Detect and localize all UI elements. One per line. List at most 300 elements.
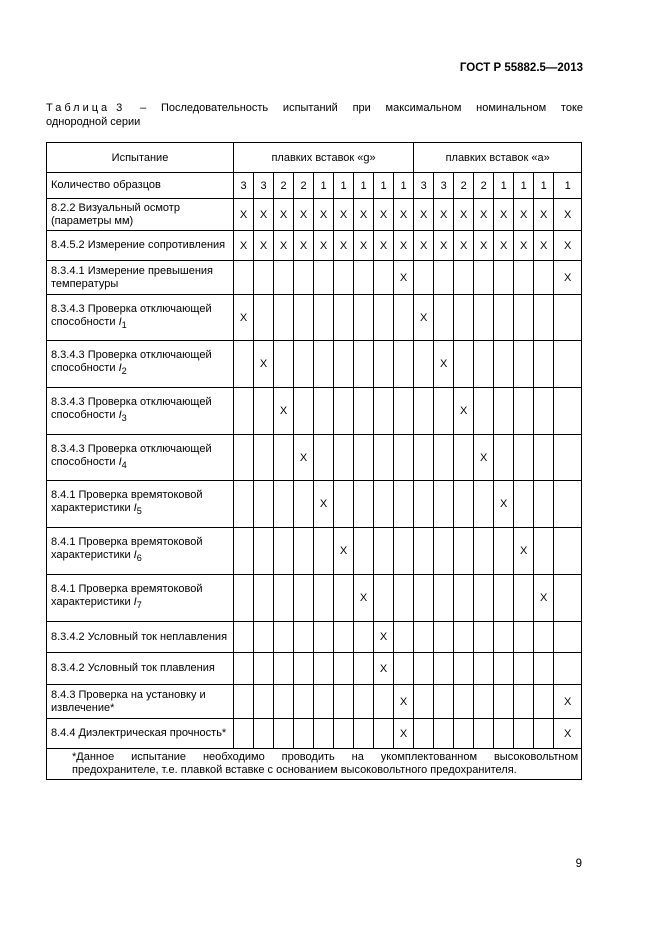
test-mark-cell [554, 528, 582, 575]
current-symbol: I [118, 409, 122, 422]
test-mark-cell [514, 575, 534, 622]
sample-count-cell: 1 [514, 173, 534, 199]
test-mark-cell [374, 341, 394, 388]
test-mark-cell [494, 388, 514, 435]
test-mark-cell: X [554, 199, 582, 231]
test-name-cell [47, 173, 234, 199]
sample-count-cell: 3 [254, 173, 274, 199]
test-mark-cell: X [454, 388, 474, 435]
table-row [47, 653, 582, 685]
test-mark-cell: X [394, 685, 414, 719]
table-caption [46, 101, 583, 129]
test-mark-cell: X [374, 653, 394, 685]
test-mark-cell [234, 622, 254, 653]
test-mark-cell [314, 261, 334, 295]
test-mark-cell [374, 481, 394, 528]
test-mark-cell: X [314, 481, 334, 528]
test-mark-cell [234, 481, 254, 528]
test-mark-cell [314, 575, 334, 622]
test-mark-cell [314, 388, 334, 435]
sample-count-cell: 1 [354, 173, 374, 199]
test-mark-cell [474, 653, 494, 685]
test-mark-cell [294, 388, 314, 435]
caption-word: номинальном [476, 102, 547, 114]
test-mark-cell [414, 341, 434, 388]
table-row [47, 575, 582, 622]
test-mark-cell [534, 528, 554, 575]
test-mark-cell: X [394, 231, 414, 261]
test-mark-cell [254, 528, 274, 575]
test-mark-cell [534, 622, 554, 653]
test-mark-cell: X [454, 199, 474, 231]
sample-count-cell: 1 [334, 173, 354, 199]
test-mark-cell [294, 685, 314, 719]
test-mark-cell [394, 622, 414, 653]
test-name-cell [47, 685, 234, 719]
test-mark-cell: X [374, 199, 394, 231]
test-mark-cell [414, 261, 434, 295]
test-mark-cell [494, 435, 514, 481]
test-mark-cell [434, 575, 454, 622]
table-row [47, 295, 582, 341]
sample-count-cell: 2 [454, 173, 474, 199]
test-mark-cell: X [314, 231, 334, 261]
test-mark-cell [294, 653, 314, 685]
test-mark-cell [254, 435, 274, 481]
sample-count-cell: 1 [554, 173, 582, 199]
footnote-row [47, 749, 582, 780]
test-mark-cell: X [354, 199, 374, 231]
sample-count-cell: 1 [534, 173, 554, 199]
test-mark-cell [394, 528, 414, 575]
test-mark-cell [254, 261, 274, 295]
test-mark-cell [314, 295, 334, 341]
test-mark-cell [534, 653, 554, 685]
test-mark-cell [414, 622, 434, 653]
test-mark-cell: X [494, 199, 514, 231]
test-mark-cell [234, 341, 254, 388]
test-mark-cell [294, 295, 314, 341]
test-mark-cell [274, 435, 294, 481]
test-mark-cell: X [554, 685, 582, 719]
test-mark-cell [494, 719, 514, 749]
test-mark-cell [474, 575, 494, 622]
test-mark-cell: X [474, 231, 494, 261]
test-mark-cell [494, 685, 514, 719]
test-mark-cell [394, 341, 414, 388]
test-mark-cell: X [314, 199, 334, 231]
test-mark-cell [394, 295, 414, 341]
test-mark-cell [454, 528, 474, 575]
test-mark-cell [254, 719, 274, 749]
test-name: 8.4.5.2 Измерение сопротивления [51, 239, 226, 251]
test-mark-cell [474, 388, 494, 435]
test-name: 8.3.4.3 Проверка отключающей способности [51, 442, 212, 468]
test-mark-cell [434, 719, 454, 749]
test-mark-cell [494, 528, 514, 575]
test-mark-cell: X [254, 341, 274, 388]
test-mark-cell [294, 341, 314, 388]
test-mark-cell [274, 575, 294, 622]
test-mark-cell [314, 685, 334, 719]
test-mark-cell [454, 341, 474, 388]
test-mark-cell [414, 528, 434, 575]
test-mark-cell: X [254, 199, 274, 231]
test-mark-cell [394, 435, 414, 481]
test-mark-cell [434, 388, 454, 435]
test-mark-cell [494, 622, 514, 653]
test-mark-cell [534, 341, 554, 388]
test-mark-cell [374, 685, 394, 719]
test-mark-cell [514, 435, 534, 481]
test-mark-cell: X [334, 199, 354, 231]
test-mark-cell [554, 481, 582, 528]
test-mark-cell [474, 685, 494, 719]
test-mark-cell [514, 261, 534, 295]
test-mark-cell [514, 685, 534, 719]
table-row [47, 173, 582, 199]
sample-count-cell: 2 [294, 173, 314, 199]
test-mark-cell [334, 622, 354, 653]
table-row [47, 528, 582, 575]
test-mark-cell [294, 261, 314, 295]
test-mark-cell [274, 685, 294, 719]
test-mark-cell [254, 622, 274, 653]
test-mark-cell [294, 719, 314, 749]
test-mark-cell [234, 435, 254, 481]
test-mark-cell [554, 653, 582, 685]
test-mark-cell [334, 388, 354, 435]
test-mark-cell: X [474, 435, 494, 481]
test-mark-cell [454, 261, 474, 295]
test-mark-cell [394, 653, 414, 685]
caption-word: максимальном [385, 102, 462, 114]
test-mark-cell [334, 481, 354, 528]
test-mark-cell [414, 435, 434, 481]
test-name: 8.4.1 Проверка времятоковой характеристики [51, 583, 203, 609]
test-mark-cell [494, 295, 514, 341]
group-header-g: плавких вставок «g» [234, 143, 414, 173]
test-mark-cell: X [494, 481, 514, 528]
test-mark-cell [494, 261, 514, 295]
test-mark-cell [434, 481, 454, 528]
test-name-cell [47, 231, 234, 261]
test-mark-cell [334, 435, 354, 481]
test-mark-cell: X [514, 528, 534, 575]
test-mark-cell [434, 435, 454, 481]
table-row [47, 685, 582, 719]
test-name-cell [47, 575, 234, 622]
test-name: 8.3.4.3 Проверка отключающей способности [51, 396, 212, 422]
test-mark-cell [254, 575, 274, 622]
test-mark-cell [474, 622, 494, 653]
test-mark-cell [274, 295, 294, 341]
test-mark-cell [374, 261, 394, 295]
test-mark-cell [554, 622, 582, 653]
test-mark-cell [354, 341, 374, 388]
test-mark-cell [414, 653, 434, 685]
test-mark-cell [454, 685, 474, 719]
group-header-a: плавких вставок «a» [414, 143, 582, 173]
test-mark-cell [474, 719, 494, 749]
test-mark-cell [474, 261, 494, 295]
test-name: 8.3.4.2 Условный ток плавления [51, 662, 215, 674]
test-mark-cell [354, 653, 374, 685]
sample-count-cell: 1 [374, 173, 394, 199]
caption-word: испытаний [282, 102, 338, 114]
test-mark-cell [454, 622, 474, 653]
test-mark-cell [374, 388, 394, 435]
test-mark-cell [514, 481, 534, 528]
test-mark-cell [254, 295, 274, 341]
test-mark-cell: X [394, 719, 414, 749]
test-mark-cell [334, 653, 354, 685]
test-name-cell [47, 435, 234, 481]
test-mark-cell [534, 481, 554, 528]
test-name-cell [47, 719, 234, 749]
current-symbol: I [118, 315, 122, 328]
test-mark-cell: X [534, 199, 554, 231]
test-mark-cell: X [454, 231, 474, 261]
test-mark-cell: X [534, 575, 554, 622]
test-mark-cell [514, 341, 534, 388]
table-row [47, 435, 582, 481]
test-name-cell [47, 295, 234, 341]
test-mark-cell [514, 295, 534, 341]
test-mark-cell [294, 481, 314, 528]
table-header-row [47, 143, 582, 173]
test-mark-cell [454, 295, 474, 341]
test-mark-cell [354, 295, 374, 341]
test-name: 8.4.4 Диэлектрическая прочность* [51, 727, 227, 739]
test-mark-cell [454, 435, 474, 481]
test-name-cell [47, 653, 234, 685]
test-mark-cell [394, 388, 414, 435]
test-mark-cell [534, 295, 554, 341]
test-mark-cell [374, 295, 394, 341]
test-name: 8.4.1 Проверка времятоковой характеристики [51, 489, 203, 515]
test-name-cell [47, 388, 234, 435]
current-symbol: I [118, 362, 122, 375]
table-row [47, 261, 582, 295]
test-mark-cell [314, 528, 334, 575]
sample-count-cell: 2 [274, 173, 294, 199]
current-symbol: I [133, 502, 137, 515]
test-mark-cell [234, 719, 254, 749]
current-symbol: I [133, 596, 137, 609]
test-mark-cell [554, 341, 582, 388]
test-mark-cell [334, 685, 354, 719]
test-mark-cell [334, 261, 354, 295]
test-mark-cell: X [554, 231, 582, 261]
test-mark-cell: X [374, 622, 394, 653]
test-mark-cell [274, 653, 294, 685]
test-mark-cell [414, 388, 434, 435]
test-mark-cell: X [514, 199, 534, 231]
test-mark-cell: X [414, 199, 434, 231]
test-mark-cell [434, 261, 454, 295]
caption-word: Последовательность [160, 102, 269, 114]
test-mark-cell: X [274, 388, 294, 435]
test-mark-cell [314, 653, 334, 685]
test-mark-cell: X [254, 231, 274, 261]
test-mark-cell [294, 528, 314, 575]
test-mark-cell [514, 388, 534, 435]
test-mark-cell [454, 719, 474, 749]
test-mark-cell [354, 261, 374, 295]
test-name-cell [47, 261, 234, 295]
test-mark-cell [374, 575, 394, 622]
test-mark-cell: X [414, 295, 434, 341]
test-mark-cell [314, 719, 334, 749]
sample-count-cell: 1 [494, 173, 514, 199]
test-mark-cell: X [234, 199, 254, 231]
test-mark-cell [334, 341, 354, 388]
test-mark-cell: X [394, 199, 414, 231]
table-row [47, 388, 582, 435]
test-mark-cell [414, 719, 434, 749]
test-mark-cell: X [274, 199, 294, 231]
test-name: 8.4.1 Проверка времятоковой характеристики [51, 536, 203, 562]
table-row [47, 481, 582, 528]
test-mark-cell [294, 575, 314, 622]
test-mark-cell [394, 481, 414, 528]
test-mark-cell [474, 295, 494, 341]
test-mark-cell [354, 481, 374, 528]
test-mark-cell [434, 653, 454, 685]
table-row [47, 622, 582, 653]
test-mark-cell [514, 653, 534, 685]
test-mark-cell: X [274, 231, 294, 261]
current-symbol: I [133, 549, 137, 562]
test-mark-cell [474, 528, 494, 575]
test-mark-cell: X [354, 231, 374, 261]
test-mark-cell [474, 341, 494, 388]
current-index: 6 [136, 553, 142, 564]
test-mark-cell: X [474, 199, 494, 231]
test-mark-cell [254, 388, 274, 435]
test-mark-cell [454, 575, 474, 622]
test-mark-cell [394, 575, 414, 622]
current-index: 1 [121, 320, 127, 331]
caption-line2: однородной серии [46, 116, 141, 128]
test-mark-cell [434, 295, 454, 341]
current-symbol: I [118, 455, 122, 468]
test-name-cell [47, 528, 234, 575]
test-name: 8.2.2 Визуальный осмотр (параметры мм) [51, 201, 180, 227]
test-mark-cell [334, 719, 354, 749]
test-mark-cell [234, 685, 254, 719]
test-mark-cell [434, 685, 454, 719]
test-mark-cell [434, 528, 454, 575]
test-mark-cell [234, 528, 254, 575]
test-mark-cell [314, 435, 334, 481]
test-mark-cell [314, 341, 334, 388]
sample-count-cell: 3 [234, 173, 254, 199]
test-mark-cell [454, 481, 474, 528]
test-mark-cell [354, 528, 374, 575]
test-mark-cell: X [234, 231, 254, 261]
table-row [47, 341, 582, 388]
test-mark-cell: X [434, 231, 454, 261]
test-mark-cell [254, 653, 274, 685]
test-mark-cell: X [414, 231, 434, 261]
test-mark-cell: X [374, 231, 394, 261]
test-mark-cell [414, 481, 434, 528]
test-mark-cell [354, 685, 374, 719]
test-mark-cell [354, 622, 374, 653]
test-mark-cell [534, 719, 554, 749]
test-mark-cell [294, 622, 314, 653]
test-mark-cell [274, 528, 294, 575]
test-mark-cell [254, 685, 274, 719]
footnote: *Данное испытание необходимо проводить на укомплектованном высоковольтном предохранителе, т.е. плавкой вставке с основанием высоковольтного предохранителя. [47, 749, 582, 780]
test-mark-cell [234, 388, 254, 435]
test-mark-cell [514, 719, 534, 749]
current-index: 7 [136, 600, 142, 611]
test-mark-cell [434, 622, 454, 653]
test-mark-cell [514, 622, 534, 653]
test-mark-cell [554, 435, 582, 481]
test-mark-cell [554, 575, 582, 622]
test-mark-cell [534, 261, 554, 295]
test-mark-cell [334, 575, 354, 622]
test-mark-cell [374, 719, 394, 749]
test-mark-cell: X [234, 295, 254, 341]
table-row [47, 199, 582, 231]
test-mark-cell [534, 388, 554, 435]
test-mark-cell [274, 261, 294, 295]
caption-label: Таблица 3 [46, 102, 126, 114]
current-index: 4 [121, 460, 127, 471]
sample-count-cell: 3 [414, 173, 434, 199]
test-mark-cell: X [434, 199, 454, 231]
test-mark-cell [414, 575, 434, 622]
test-mark-cell: X [554, 261, 582, 295]
caption-dash: – [140, 102, 147, 114]
test-mark-cell [234, 575, 254, 622]
test-name-cell [47, 341, 234, 388]
test-mark-cell [474, 481, 494, 528]
test-mark-cell [234, 261, 254, 295]
test-mark-cell [554, 388, 582, 435]
test-mark-cell [454, 653, 474, 685]
test-name-cell [47, 622, 234, 653]
test-mark-cell [494, 575, 514, 622]
test-mark-cell [494, 341, 514, 388]
test-mark-cell [274, 481, 294, 528]
sample-count-cell: 1 [314, 173, 334, 199]
test-name: 8.3.4.1 Измерение превышения температуры [51, 264, 214, 290]
test-mark-cell: X [494, 231, 514, 261]
current-index: 2 [121, 366, 127, 377]
test-mark-cell [354, 388, 374, 435]
test-mark-cell [234, 653, 254, 685]
test-sequence-table [46, 142, 582, 780]
test-name-cell [47, 481, 234, 528]
sample-count-cell: 2 [474, 173, 494, 199]
sample-count-cell: 1 [394, 173, 414, 199]
test-mark-cell [354, 719, 374, 749]
test-mark-cell [374, 435, 394, 481]
document-id: ГОСТ Р 55882.5—2013 [459, 62, 583, 74]
caption-word: при [352, 102, 371, 114]
test-mark-cell [274, 719, 294, 749]
test-mark-cell [534, 685, 554, 719]
current-index: 5 [136, 506, 142, 517]
test-mark-cell [534, 435, 554, 481]
test-mark-cell [274, 341, 294, 388]
